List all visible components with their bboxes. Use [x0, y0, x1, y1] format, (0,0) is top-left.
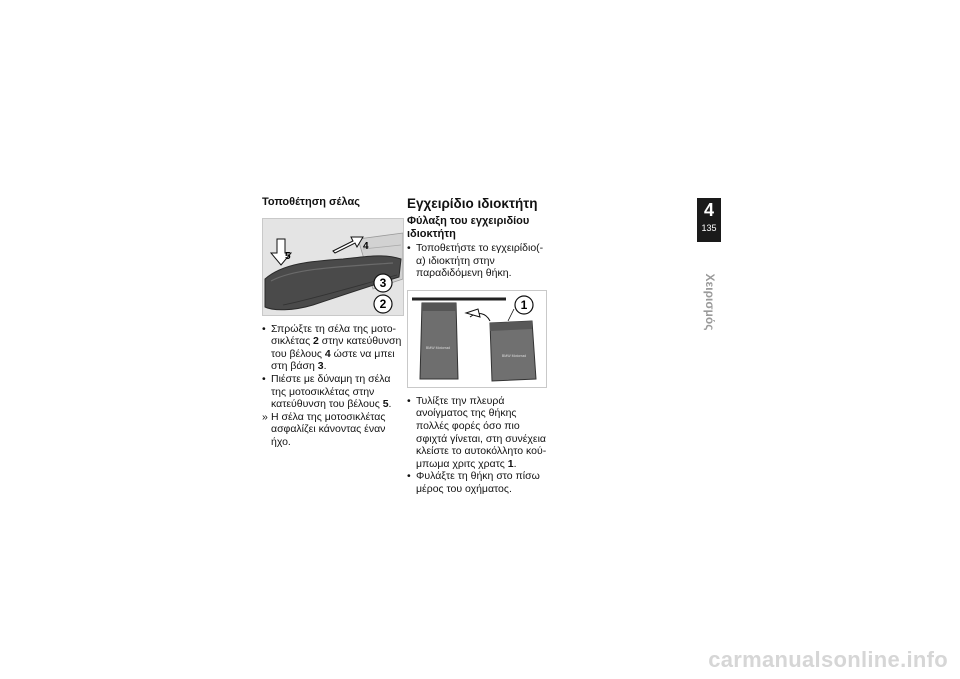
- step-text: .: [388, 398, 392, 411]
- reference-number: 5: [382, 398, 389, 411]
- pouch-brand-right: BMW Motorrad: [501, 353, 527, 358]
- arrow-4-label: 4: [363, 240, 369, 252]
- seat-installation-steps: [262, 323, 404, 449]
- step-text: .: [513, 457, 517, 470]
- pouch-illustration: [408, 291, 546, 387]
- page-number: 135: [701, 223, 717, 233]
- bullet-marker: »: [262, 410, 268, 423]
- bullet-marker: •: [407, 470, 411, 483]
- step-text: Τοποθετήστε το εγχειρίδιο(-α) ιδιοκτήτη στην παραδιδόμενη θήκη.: [416, 242, 544, 280]
- callout-3: [374, 274, 392, 292]
- chapter-label: Χειρισμός: [703, 273, 717, 331]
- chapter-side-label: [688, 270, 732, 334]
- left-column: [262, 196, 404, 449]
- list-item: [407, 242, 547, 280]
- bullet-marker: •: [262, 322, 266, 335]
- bullet-marker: •: [407, 242, 411, 254]
- list-item: [262, 411, 404, 449]
- reference-number: 4: [324, 347, 331, 360]
- manual-storage-subtitle: Φύλαξη του εγχειριδίου ιδιοκτήτη: [407, 215, 530, 240]
- manual-storage-steps-after: [407, 395, 547, 496]
- step-text: Σπρώξτε τη σέλα της μοτο-σικλέτας: [271, 322, 397, 348]
- step-text: .: [323, 360, 327, 373]
- reference-number: 1: [507, 457, 514, 470]
- chapter-number: 4: [703, 200, 714, 220]
- step-text: ώστε να μπει στη βάση: [271, 347, 395, 373]
- manual-pouch-figure: [407, 290, 547, 388]
- svg-text:2: 2: [379, 296, 387, 311]
- seat-installation-title: Τοποθέτηση σέλας: [262, 196, 360, 208]
- manual-storage-steps-before: [407, 242, 547, 280]
- reference-number: 3: [317, 360, 324, 373]
- callout-2: [374, 295, 392, 313]
- svg-text:3: 3: [379, 275, 387, 290]
- seat-installation-figure: [262, 218, 404, 316]
- seat-illustration: [263, 219, 403, 315]
- callout-1: [515, 296, 533, 314]
- step-text: Πιέστε με δύναμη τη σέλα της μοτοσικλέτας στην κατεύθυνση του βέλους: [271, 372, 391, 411]
- list-item: [407, 395, 547, 471]
- reference-number: 2: [313, 335, 319, 348]
- step-text: στην κατεύθυνση του βέλους: [271, 335, 402, 360]
- list-item: [407, 470, 547, 495]
- arrow-5-label: 5: [285, 250, 291, 262]
- bullet-marker: •: [407, 394, 411, 407]
- chapter-tab: [697, 198, 721, 242]
- step-text: Τυλίξτε την πλευρά ανοίγματος της θήκης πολλές φορές όσο πιο σφιχτά γίνεται, στη συνέχεια κλείστε το αυτοκόλλητο κού-μπωμα χριτς χρατς: [416, 394, 547, 470]
- step-text: Η σέλα της μοτοσικλέτας ασφαλίζει κάνοντας έναν ήχο.: [271, 410, 386, 448]
- bullet-marker: •: [262, 372, 266, 385]
- pouch-brand-left: BMW Motorrad: [425, 345, 451, 350]
- list-item: [262, 323, 404, 373]
- svg-text:1: 1: [520, 297, 528, 312]
- step-text: Φυλάξτε τη θήκη στο πίσω μέρος του οχήματος.: [416, 470, 540, 495]
- right-column: [407, 196, 547, 496]
- watermark: carmanualsonline.info: [708, 647, 948, 672]
- list-item: [262, 373, 404, 411]
- owners-manual-title: Εγχειρίδιο ιδιοκτήτη: [407, 196, 538, 211]
